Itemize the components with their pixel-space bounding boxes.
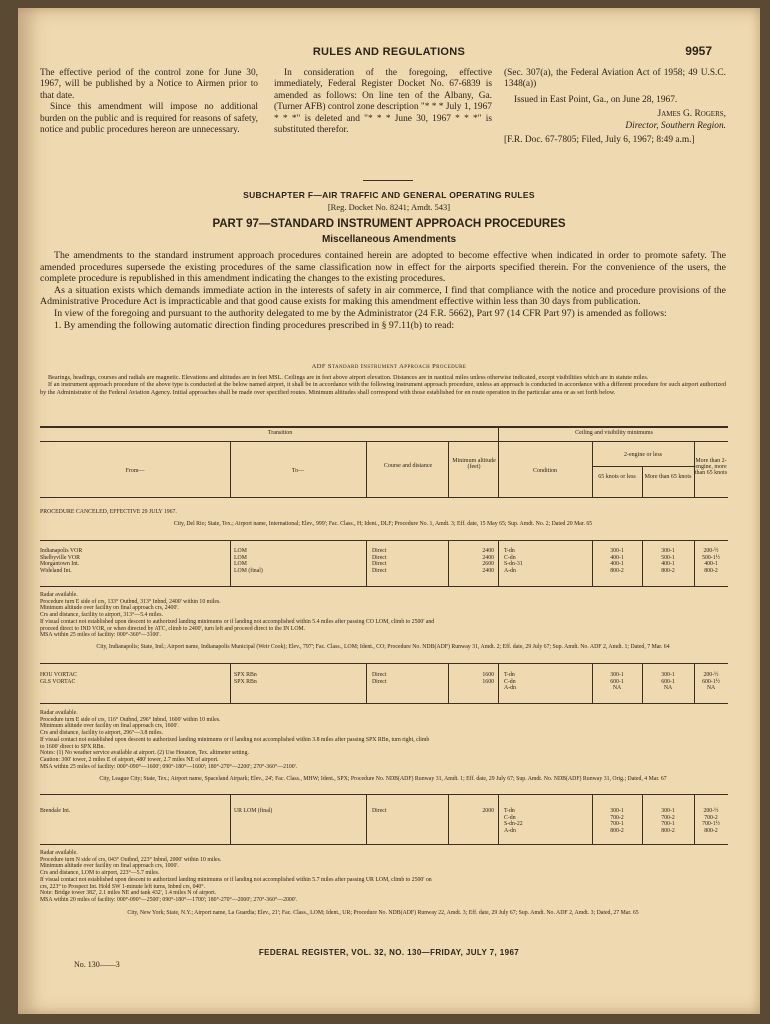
course-column [372,548,446,575]
altitude-cell: 2600 [482,561,494,568]
course-cell: Direct [372,678,387,685]
minimum-cell: 800-2 [661,828,675,835]
condition-cell: S-dn-31 [504,561,523,568]
condition-column [504,672,588,692]
condition-cell: T-dn [504,808,515,814]
th-condition: Condition [532,468,557,474]
authority-citation: (Sec. 307(a), the Federal Aviation Act of 1958; 49 U.S.C. 1348(a)) [504,68,726,90]
column-1 [40,68,258,136]
note-line: proceed direct to IND VOR, or when directed by ATC, climb to 2400', turn left and proceed direct to the IN LOM. [40,625,306,632]
footer-line: FEDERAL REGISTER, VOL. 32, NO. 130—FRIDAY, JULY 7, 1967 [258,948,520,957]
note-line: Crs and distance, facility to airport, 296°—3.8 miles. [40,730,163,737]
body-paragraph: The amendments to the standard instrument approach procedures contained herein are adopted to become effective when indicated in order to promote safety. The amended procedures supersede the existing procedures of the same classification now in effect for the airports specified therein. For the convenience of the users, the complete procedure is republished in this amendment indicating the changes to the existing procedures. [40,250,726,285]
table-col-rule [694,794,695,844]
table-rule [40,794,728,795]
subchapter-heading: SUBCHAPTER F—AIR TRAFFIC AND GENERAL OPERATING RULES [243,190,535,200]
adf-heading: ADF Standard Instrument Approach Procedure [311,363,467,370]
table-col-rule [366,540,367,586]
minimum-cell: 400-1 [610,561,624,568]
note-line: Procedure turn N side of crs, 043° Outbnd, 223° Inbnd, 2000' within 10 miles. [40,856,222,863]
airport-line: City, Del Rio; State, Tex.; Airport name, International; Elev., 999'; Fac. Class., H; Ident., DLF; Procedure No. 1, Amdt. 3; Eff. date, 15 May 65; Sup. Amdt. No. 2; Dated 20 Mar. 65 [173,521,593,527]
min-more65-column [642,808,694,835]
condition-cell: C-dn [504,678,516,685]
note-line: If visual contact not established upon descent to authorized landing minimums or if landing not accomplished within 3.8 miles after passing SPX RBn, turn right, climb [40,736,430,743]
minimum-cell: 400-1 [704,561,718,568]
note-line: If visual contact not established upon descent to authorized landing minimums or if landing not accomplished within 5.4 miles after passing CO LOM, climb to 2500' and [40,618,435,625]
minimum-cell: 300-1 [610,548,624,554]
th-transition: Transition [267,430,293,436]
minimum-cell: 300-1 [661,808,675,814]
from-cell: Brendale Int. [40,808,71,814]
body-paragraph: In view of the foregoing and pursuant to the authority delegated to me by the Administrator (24 F.R. 5662), Part 97 (14 CFR Part 97) is amended as follows: [54,307,667,319]
to-cell: LOM [234,561,247,568]
table-rule [40,663,728,664]
condition-cell: T-dn [504,672,515,678]
procedure-notes [40,710,726,770]
note-line: Notes: (1) No weather service available at airport. (2) Use Houston, Tex. altimeter setting. [40,750,249,757]
minimum-cell: NA [612,685,622,692]
cancellation-notice: PROCEDURE CANCELED, EFFECTIVE 29 JULY 1967. [40,509,177,515]
altitude-cell: 2400 [482,568,494,575]
airport-line: City, League City; State, Tex.; Airport name, Spaceland Airpark; Elev., 24'; Fac. Class., MHW; Ident., SPX; Procedure No. NDB(ADF) Runway 31, Amdt. 1; Eff. date, 29 July 67; Sup. Amdt. No. NDB(ADF) Runway 31, Orig.; Dated, 4 Mar. 67 [99,776,667,782]
minimum-cell: 600-1 [610,678,624,685]
to-column [234,548,364,575]
min-more2-column [694,808,728,835]
table-col-rule [642,794,643,844]
part-title: PART 97—STANDARD INSTRUMENT APPROACH PROCEDURES [212,218,566,230]
altitude-column [450,548,494,575]
note-line: MSA within 25 miles of facility: 000°-090°—1600'; 090°-180°—1600'; 180°-270°—2200'; 270°-360°—2100'. [40,763,298,770]
running-header: RULES AND REGULATIONS [312,46,466,58]
from-column [40,808,228,815]
note-line: to 1600' direct to SPX RBn. [40,743,105,750]
misc-title: Miscellaneous Amendments [321,234,457,245]
note-line: Minimum altitude over facility on final approach crs, 1600'. [40,723,179,730]
th-more-65: More than 65 knots [644,474,692,480]
note-line: Radar available. [40,850,78,856]
airport-line: City, New York; State, N.Y.; Airport name, La Guardia; Elev., 21'; Fac. Class., LOM; Ident., UR; Procedure No. NDB(ADF) Runway 22, Amdt. 3; Eff. date, 29 July 67; Sup. Amdt. No. ADF 2, Amdt. 3; Dated, 27 Mar. 65 [127,910,639,916]
body-text [40,250,726,331]
min-65-column [592,672,642,692]
minimum-cell: 300-1 [610,672,624,678]
course-cell: Direct [372,808,387,814]
minimum-cell: 500-1½ [702,554,720,561]
table-col-rule [366,441,367,497]
minimum-cell: 200-½ [703,672,719,678]
minimum-cell: 600-1 [661,678,675,685]
table-top-rule [40,426,728,428]
table-rule [40,540,728,541]
course-cell: Direct [372,672,387,678]
table-col-rule [230,794,231,844]
table-col-rule [694,441,695,497]
note-line: If visual contact not established upon descent to authorized landing minimums or if landing not accomplished within 5.7 miles after passing UR LOM, climb to 2500' on [40,876,432,883]
signature-name: James G. Rogers, [657,109,726,120]
to-cell: UR LOM (final) [234,808,273,814]
course-cell: Direct [372,561,387,568]
minimum-cell: 700-1 [610,821,624,828]
table-rule [592,466,694,467]
col1-paragraph: The effective period of the control zone for June 30, 1967, will be published by a Notice to Airmen prior to that date. [40,68,258,101]
airport-line: City, Indianapolis; State, Ind.; Airport name, Indianapolis Municipal (Weir Cook); Elev., 797'; Fac. Class., LOM; Ident., CO; Procedure No. NDB(ADF) Runway 31, Amdt. 2; Eff. date, 29 July 67; Sup. Amdt. No. ADF 2, Amdt. 1; Dated, 7 Mar. 64 [96,644,670,650]
altitude-cell: 1600 [482,672,494,678]
minimum-cell: 700-2 [661,814,675,821]
minimum-cell: 800-2 [704,568,718,575]
note-line: MSA within 25 miles of facility: 000°-360°—3100'. [40,632,161,639]
procedure-notes [40,850,726,904]
table-rule [40,586,728,587]
item-1: 1. By amending the following automatic direction finding procedures prescribed in § 97.11(b) to read: [54,319,455,331]
adf-notes [40,374,726,396]
table-col-rule [642,540,643,586]
altitude-cell: 2400 [482,548,494,554]
minimum-cell: 800-2 [610,828,624,835]
from-cell: Shelbyville VOR [40,554,80,561]
body-paragraph: As a situation exists which demands immediate action in the interests of safety in air commerce, I find that compliance with the notice and procedure provisions of the Administrative Procedure Act is impracticable and that good cause exists for making this amendment effective within less than 30 days from publication. [40,284,726,308]
table-col-rule [448,663,449,703]
table-col-rule [592,540,593,586]
note-line: Crs and distance, LOM to airport, 223°—5.7 miles. [40,870,160,877]
condition-cell: S-dn-22 [504,821,523,828]
docket-line: [Reg. Docket No. 8241; Amdt. 543] [327,202,451,212]
th-more-2: More than 2-engine, more than 65 knots [694,458,728,476]
table-col-rule [448,794,449,844]
table-col-rule [498,794,499,844]
page-number: 9957 [685,44,712,58]
table-col-rule [230,540,231,586]
col1-paragraph: Since this amendment will impose no additional burden on the public and is required for reasons of safety, notice and public procedures hereon are unnecessary. [40,102,258,136]
adf-note: Bearings, headings, courses and radials are magnetic. Elevations and altitudes are in feet MSL. Ceilings are in feet above airport elevation. Distances are in nautical miles unless otherwise indicated, except visibilities which are in statute miles. [48,374,649,381]
table-rule [40,497,728,498]
to-cell: LOM [234,548,247,554]
procedure-notes [40,592,726,639]
table-col-rule [592,794,593,844]
table-col-rule [498,663,499,703]
note-line: Procedure turn E side of crs, 116° Outbnd, 296° Inbnd, 1600' within 10 miles. [40,716,221,723]
table-col-rule [366,794,367,844]
table-col-rule [448,540,449,586]
condition-cell: C-dn [504,814,516,821]
minimum-cell: 700-1½ [702,821,720,828]
adf-note: If an instrument approach procedure of the above type is conducted at the below named airport, it shall be in accordance with the following instrument approach procedure, unless an approach is conducted in accordance with a different procedure for such airport authorized by the Administrator of the Federal Aviation Agency. Initial approaches shall be made over specified routes. Minimum altitudes shall correspond with those established for en route operation in the particular area or as set forth below. [40,381,726,396]
table-col-rule [642,466,643,497]
note-line: crs, 223° to Prospect Int. Hold SW 1-minute left turns, Inbnd crs, 040°. [40,883,206,890]
column-2 [274,68,492,136]
course-cell: Direct [372,568,387,575]
to-cell: SPX RBn [234,672,257,678]
table-rule [40,703,728,704]
to-column [234,672,364,685]
from-column [40,672,228,685]
course-cell: Direct [372,554,387,561]
table-col-rule [498,540,499,586]
th-65-knots: 65 knots or less [598,474,636,480]
note-line: Crs and distance, facility to airport, 313°—5.4 miles. [40,612,163,619]
minimum-cell: 600-1½ [702,678,720,685]
minimum-cell: 300-1 [661,548,675,554]
signature-title: Director, Southern Region. [625,120,726,131]
note-line: Procedure turn E side of crs, 133° Outbnd, 313° Inbnd, 2400' within 10 miles. [40,598,221,605]
minimum-cell: 400-1 [610,554,624,561]
from-cell: Morgantown Int. [40,561,80,568]
th-course: Course and distance [383,463,433,469]
min-65-column [592,808,642,835]
th-from: From— [125,468,145,474]
from-column [40,548,228,575]
minimum-cell: 300-1 [610,808,624,814]
table-col-rule [694,540,695,586]
condition-column [504,808,588,835]
note-line: Minimum altitude over facility on final approach crs, 2400'. [40,605,179,612]
th-to: To— [291,468,305,474]
note-line: Minimum altitude over facility on final approach crs, 1000'. [40,863,179,870]
minimum-cell: NA [663,685,673,692]
document-page [18,8,760,1014]
condition-cell: A-dn [504,685,516,692]
altitude-cell: 2400 [482,554,494,561]
min-more65-column [642,548,694,575]
condition-column [504,548,588,575]
table-col-rule [592,663,593,703]
min-more2-column [694,548,728,575]
note-line: MSA within 20 miles of facility: 000°-090°—2500'; 090°-180°—1700'; 180°-270°—2000'; 270°-360°—2000'. [40,896,298,903]
table-col-rule [694,663,695,703]
condition-cell: A-dn [504,568,516,575]
condition-cell: C-dn [504,554,516,561]
course-column [372,672,446,685]
table-rule [40,441,728,442]
col2-paragraph: In consideration of the foregoing, effective immediately, Federal Register Docket No. 67-6839 is amended as follows: On line ten of the Albany, Ga. (Turner AFB) control zone description "* * * July 1, 1967 * * *" is deleted and "* * * June 30, 1967 * * *" is substituted therefor. [274,68,492,136]
section-divider [363,180,413,181]
from-cell: Indianapolis VOR [40,548,83,554]
th-two-engine: 2-engine or less [624,452,662,458]
minimum-cell: 500-1 [661,554,675,561]
to-column [234,808,364,815]
minimum-cell: 700-1 [661,821,675,828]
table-col-rule [230,441,231,497]
to-cell: LOM (final) [234,568,263,575]
altitude-cell: 1600 [482,678,494,685]
note-line: Caution: 300' tower, 2 miles E of airport, 480' tower, 2.7 miles NE of airport. [40,756,219,763]
table-col-rule [642,663,643,703]
min-more2-column [694,672,728,692]
note-line: Radar available. [40,592,78,598]
altitude-column [450,808,494,815]
altitude-cell: 2000 [482,808,494,814]
note-line: Radar available. [40,710,78,716]
minimum-cell: 800-2 [661,568,675,575]
note-line: Note: Bridge tower 382', 2.1 miles NE and tank 432', 1.4 miles N of airport. [40,890,217,897]
column-3 [504,68,726,146]
from-cell: HOU VORTAC [40,672,77,678]
minimum-cell: 700-2 [610,814,624,821]
table-col-rule [448,441,449,497]
issued-line: Issued in East Point, Ga., on June 28, 1967. [514,94,678,105]
course-cell: Direct [372,548,387,554]
to-cell: LOM [234,554,247,561]
table-col-rule [498,426,499,497]
course-column [372,808,446,815]
minimum-cell: 200-½ [703,808,719,814]
minimum-cell: 700-2 [704,814,718,821]
from-cell: Wideland Int. [40,568,72,575]
table-rule [40,844,728,845]
altitude-column [450,672,494,685]
th-min-alt: Minimum altitude (feet) [452,458,496,470]
th-ceiling: Ceiling and visibility minimums [575,430,653,436]
from-cell: GLS VORTAC [40,678,76,685]
table-col-rule [230,663,231,703]
minimum-cell: 400-1 [661,561,675,568]
min-65-column [592,548,642,575]
minimum-cell: 800-2 [610,568,624,575]
condition-cell: T-dn [504,548,515,554]
condition-cell: A-dn [504,828,516,835]
fr-doc-line: [F.R. Doc. 67-7805; Filed, July 6, 1967; 8:49 a.m.] [504,135,695,146]
minimum-cell: 300-1 [661,672,675,678]
table-col-rule [592,441,593,497]
table-col-rule [366,663,367,703]
min-more65-column [642,672,694,692]
minimum-cell: 800-2 [704,828,718,835]
minimum-cell: NA [706,685,716,692]
issue-number: No. 130——3 [74,960,120,969]
minimum-cell: 200-½ [703,548,719,554]
to-cell: SPX RBn [234,678,257,685]
